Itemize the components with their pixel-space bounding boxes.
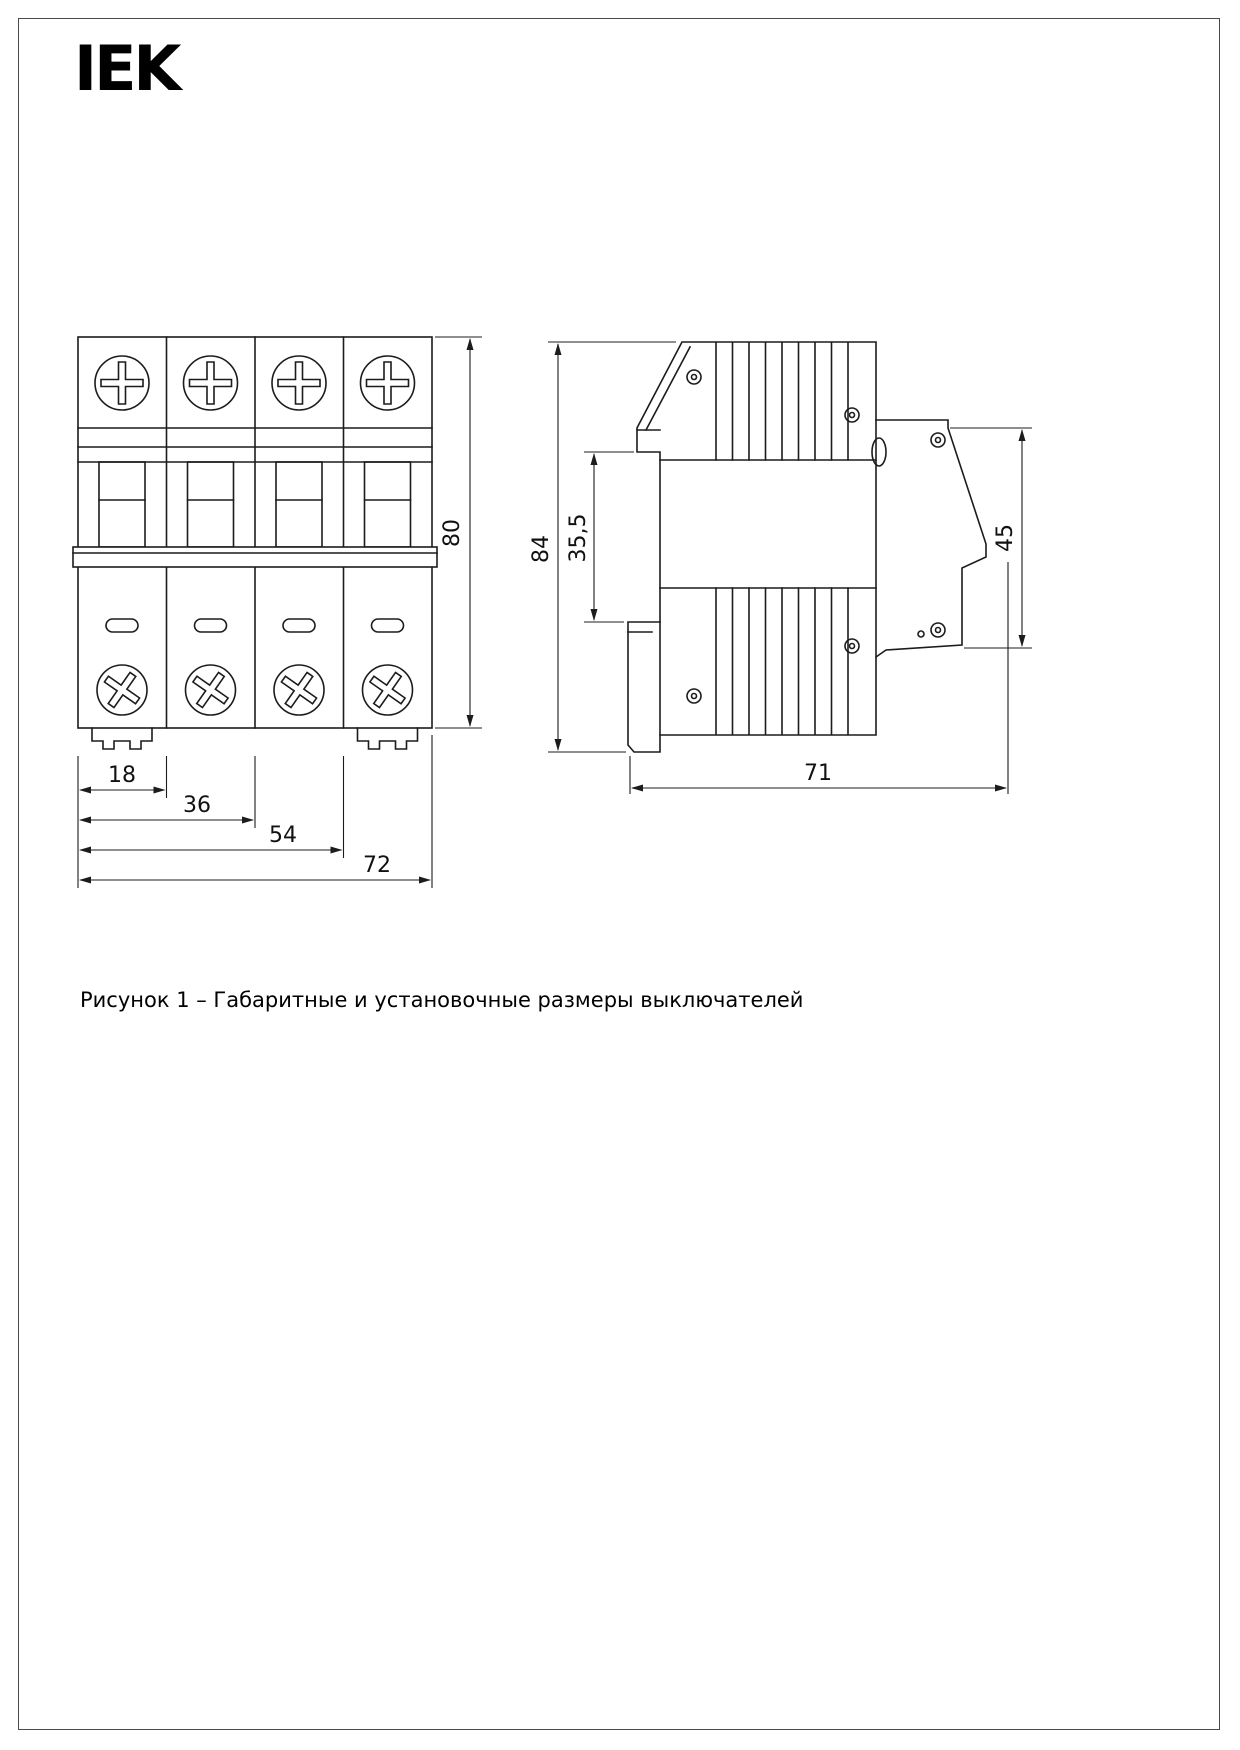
dim-label-18: 18 [108,763,136,788]
side-view-dimensions [529,342,1032,794]
dim-label-36: 36 [183,793,211,818]
iek-logo: IEK [74,32,179,105]
dim-label-84: 84 [529,535,554,563]
front-view-drawing [73,337,437,749]
dim-label-71: 71 [804,761,832,786]
figure-caption: Рисунок 1 – Габаритные и установочные размеры выключателей [80,988,804,1012]
dim-label-35-5: 35,5 [566,513,591,563]
side-view-drawing [628,342,986,752]
front-view-dimensions [78,337,482,888]
dim-label-45: 45 [993,524,1018,552]
dim-label-72: 72 [363,853,391,878]
dim-label-80: 80 [440,519,465,547]
dim-label-54: 54 [269,823,297,848]
